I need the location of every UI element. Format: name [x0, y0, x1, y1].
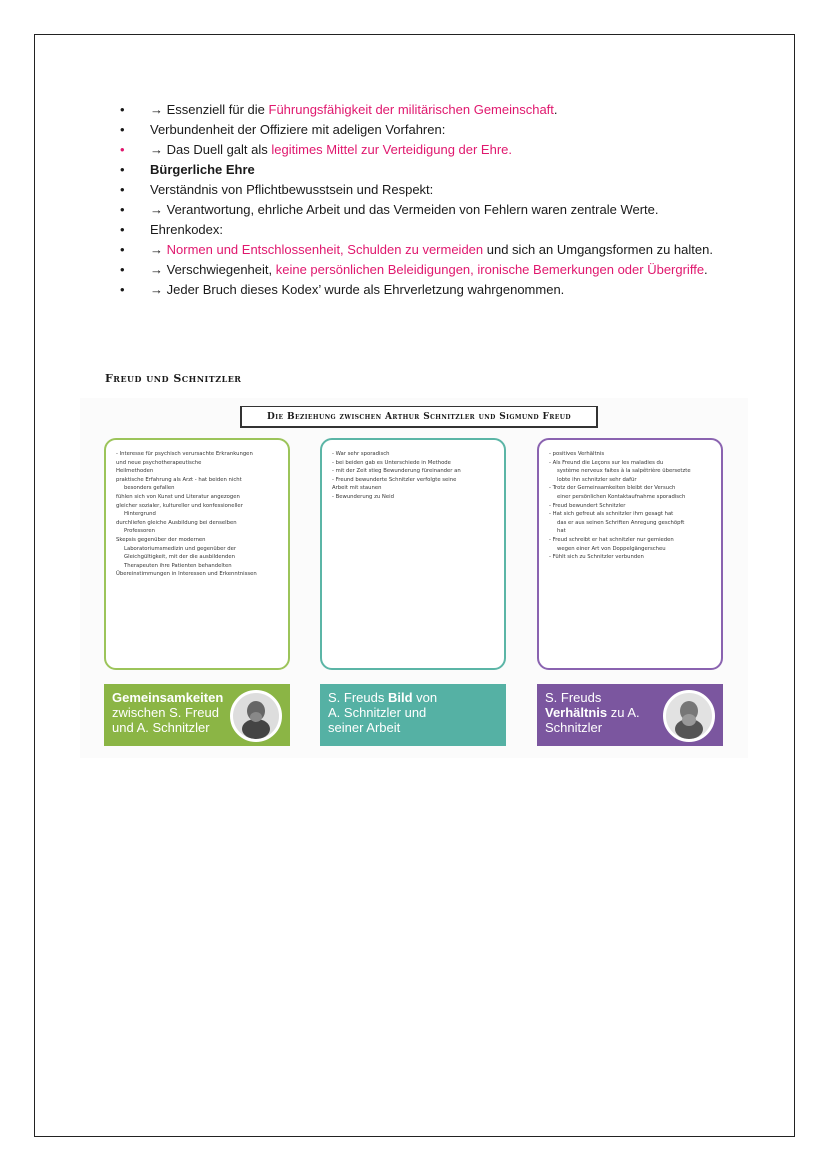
bullet-text: . [553, 102, 558, 117]
bullet-dot-icon: • [120, 242, 125, 257]
card-line: - Bewunderung zu Neid [332, 493, 394, 500]
label3-post: zu A. [607, 705, 640, 720]
card-line: wegen einer Art von Doppelgängerscheu [557, 545, 666, 552]
card-line: und neue psychotherapeutische [116, 459, 202, 466]
card-line: - Freud bewundert Schnitzler [549, 502, 626, 509]
label-relationship [537, 684, 723, 746]
bullet-text: → Jeder Bruch dieses Kodex’ wurde als Ehrverletzung wahrgenommen. [150, 282, 565, 297]
card-line: - bei beiden gab es Unterschiede in Methode [332, 459, 451, 466]
card-line: - mit der Zeit stieg Bewunderung füreinander an [332, 468, 461, 475]
bullet-text: Normen und Entschlossenheit, Schulden zu vermeiden [166, 242, 484, 257]
bullet-text: → [150, 242, 167, 257]
label2-line3: seiner Arbeit [328, 720, 401, 735]
bullet-item [120, 240, 720, 260]
bullet-text: Bürgerliche Ehre [150, 162, 255, 177]
card-line: - Freud schreibt er hat schnitzler nur gemieden [549, 536, 674, 543]
label-commonalities [104, 684, 290, 746]
card-line: - Hat sich gefreut als schnitzler ihm gesagt hat [549, 511, 674, 518]
label2-line1 [328, 690, 498, 705]
bullet-text: Führungsfähigkeit der militärischen Gemeinschaft [268, 102, 554, 117]
card-line: système nerveux faites à la salpêtrière übersetzte [557, 468, 691, 475]
bullet-text: . [704, 262, 708, 277]
figure-title: Die Beziehung zwischen Arthur Schnitzler und Sigmund Freud [240, 406, 598, 428]
freud-portrait-icon [230, 690, 282, 742]
card-relationship [537, 438, 723, 670]
bullet-item [120, 200, 720, 220]
bullet-item [120, 100, 720, 120]
bullet-dot-icon: • [120, 102, 125, 117]
card-line: hat [557, 528, 566, 535]
bullet-item [120, 260, 720, 280]
card-line: lobte ihn schnitzler sehr dafür [557, 476, 637, 483]
bullet-dot-icon: • [120, 202, 125, 217]
label2-pre: S. Freuds [328, 690, 388, 705]
card-line: gleicher sozialer, kultureller und konfessioneller [116, 502, 243, 509]
card-line: Arbeit mit staunen [332, 485, 382, 492]
card-line: Gleichgültigkeit, mit der die ausbildenden [124, 554, 236, 561]
card-line: Hintergrund [124, 511, 156, 518]
bullet-dot-icon: • [120, 162, 125, 177]
card-line: besonders gefallen [124, 485, 175, 492]
bullet-item [120, 140, 720, 160]
section-heading: Freud und Schnitzler [105, 372, 242, 385]
label3-bold: Verhältnis [545, 705, 608, 720]
card-line: Skepsis gegenüber der modernen [116, 536, 206, 543]
bullet-item [120, 280, 720, 300]
bullet-text: Verständnis von Pflichtbewusstsein und Respekt: [150, 182, 434, 197]
bullet-text: legitimes Mittel zur Verteidigung der Ehre. [271, 142, 513, 157]
card-line: fühlen sich von Kunst und Literatur angezogen [116, 493, 240, 500]
card-line: Übereinstimmungen in Interessen und Erkenntnissen [116, 571, 257, 578]
label2-line2: A. Schnitzler und [328, 705, 427, 720]
bullet-item [120, 120, 720, 140]
bullet-text: Ehrenkodex: [150, 222, 223, 237]
bullet-text: → Essenziell für die [150, 102, 269, 117]
card-line: - Fühlt sich zu Schnitzler verbunden [549, 554, 644, 561]
card-line: Professoren [124, 528, 155, 535]
card-line: praktische Erfahrung als Arzt - hat beiden nicht [116, 476, 242, 483]
label2-bold: Bild [387, 690, 413, 705]
card-line: einer persönlichen Kontaktaufnahme sporadisch [557, 493, 686, 500]
label3-line1: S. Freuds [545, 690, 602, 705]
card-image [320, 438, 506, 670]
bullet-item [120, 180, 720, 200]
card-line: das er aus seinen Schriften Anregung geschöpft [557, 519, 685, 526]
bullet-dot-icon: • [120, 122, 125, 137]
label1-line2: zwischen S. Freud [112, 705, 219, 720]
card-line: Therapeuten ihre Patienten behandelten [124, 562, 232, 569]
label-image [320, 684, 506, 746]
bullet-dot-icon: • [120, 142, 125, 157]
label1-bold: Gemeinsamkeiten [112, 690, 224, 705]
bullet-text: und sich an Umgangsformen zu halten. [483, 242, 713, 257]
card-line: - War sehr sporadisch [332, 451, 390, 457]
bullet-text: keine persönlichen Beleidigungen, ironische Bemerkungen oder Übergriffe [275, 262, 705, 277]
bullet-item [120, 160, 720, 180]
card-line: - Trotz der Gemeinsamkeiten bleibt der Versuch [549, 485, 676, 492]
bullet-list [120, 100, 720, 300]
bullet-dot-icon: • [120, 262, 125, 277]
label1-line3: und A. Schnitzler [112, 720, 210, 735]
card-commonalities [104, 438, 290, 670]
bullet-dot-icon: • [120, 282, 125, 297]
bullet-text: Verbundenheit der Offiziere mit adeligen Vorfahren: [150, 122, 446, 137]
relationship-figure [80, 398, 748, 758]
bullet-dot-icon: • [120, 222, 125, 237]
card-line: - Freund bewunderte Schnitzler verfolgte seine [332, 476, 457, 483]
card-line: Laboratoriumsmedizin und gegenüber der [124, 545, 237, 552]
bullet-item [120, 220, 720, 240]
bullet-text: → Verantwortung, ehrliche Arbeit und das Vermeiden von Fehlern waren zentrale Werte. [150, 202, 659, 217]
card-line: - positives Verhältnis [549, 451, 605, 457]
bullet-text: → Verschwiegenheit, [150, 262, 276, 277]
bullet-dot-icon: • [120, 182, 125, 197]
schnitzler-portrait-icon [663, 690, 715, 742]
bullet-text: → Das Duell galt als [150, 142, 272, 157]
card-line: durchliefen gleiche Ausbildung bei denselben [116, 519, 237, 526]
card-line: - Als Freund die Leçons sur les maladies du [549, 459, 664, 466]
card-line: Heilmethoden [116, 468, 154, 475]
label3-line3: Schnitzler [545, 720, 603, 735]
card-line: - Interesse für psychisch verursachte Erkrankungen [116, 451, 253, 457]
label2-post: von [412, 690, 438, 705]
